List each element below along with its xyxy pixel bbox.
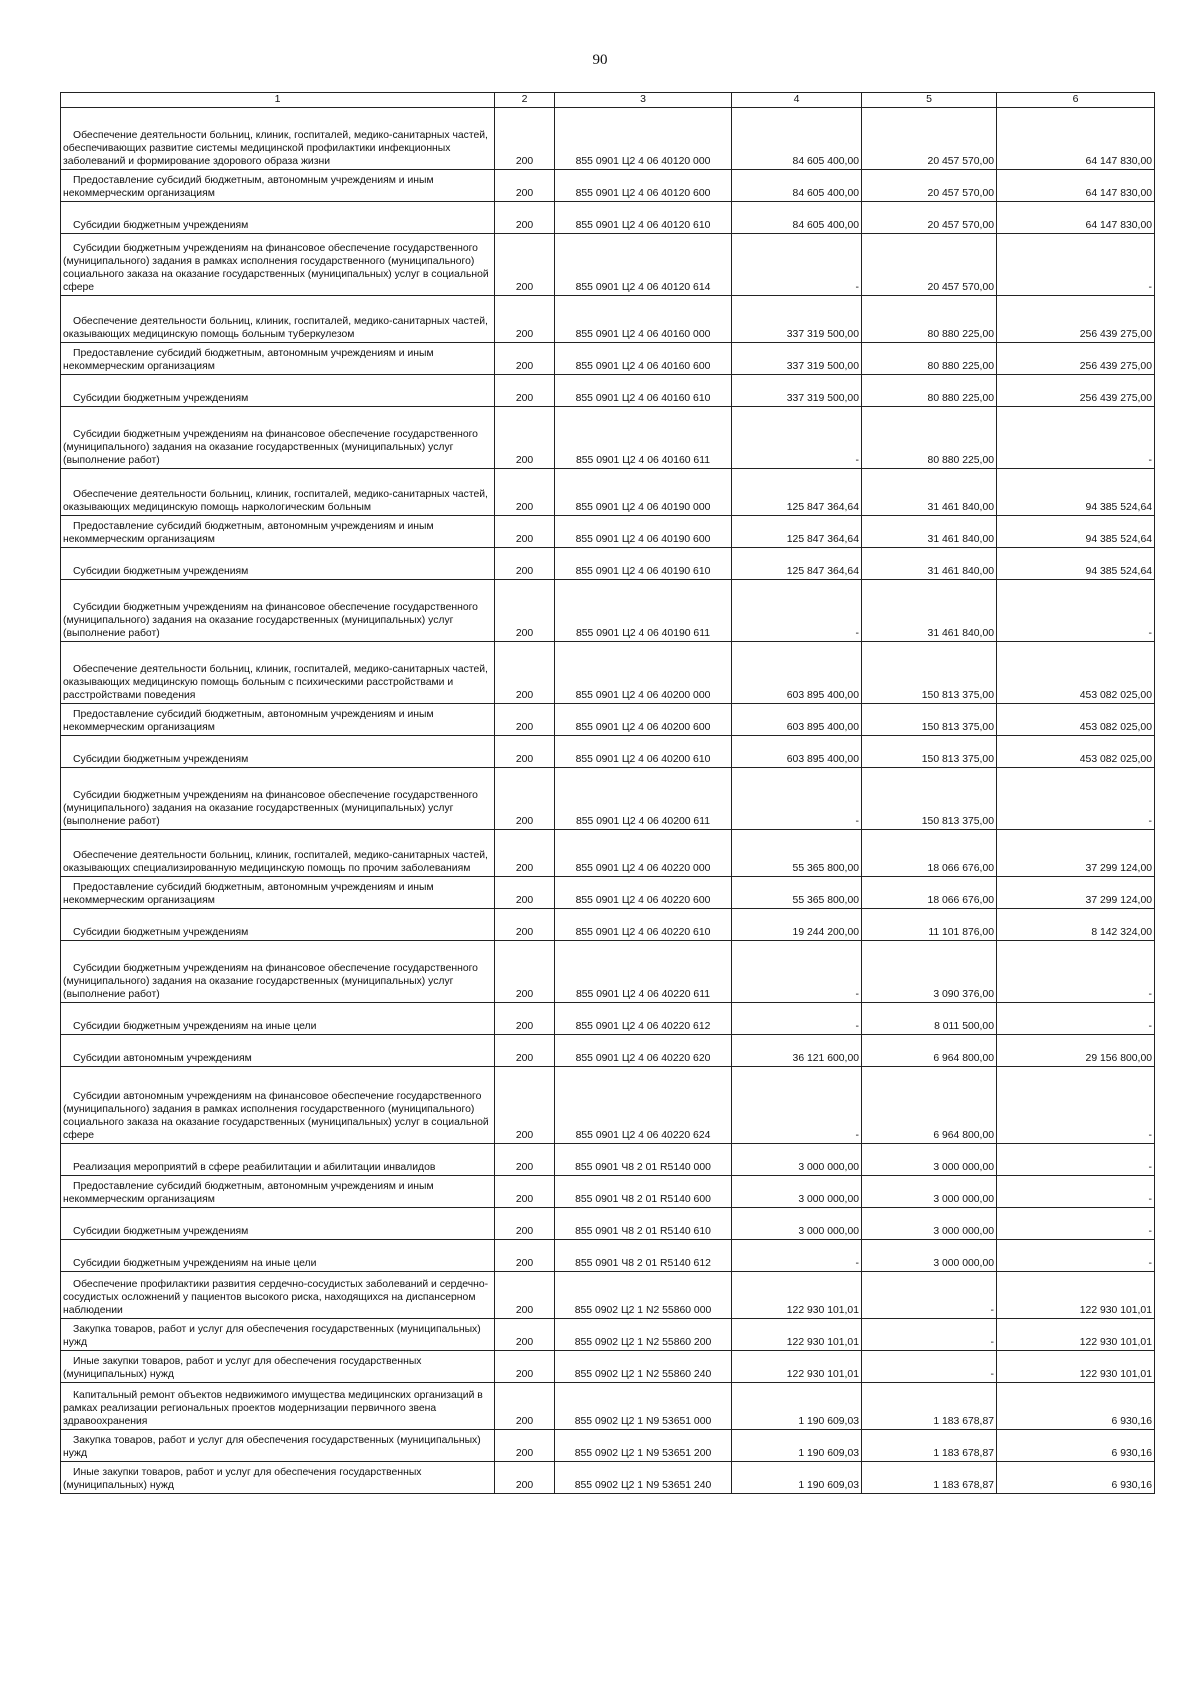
row-code-cell: 200 <box>495 407 555 469</box>
row-remaining-cell: 94 385 524,64 <box>997 469 1155 516</box>
row-kbk-cell: 855 0901 Ч8 2 01 R5140 612 <box>555 1240 732 1272</box>
row-code-cell: 200 <box>495 704 555 736</box>
row-remaining-cell: - <box>997 407 1155 469</box>
row-code-cell: 200 <box>495 580 555 642</box>
row-total-cell: - <box>732 407 862 469</box>
row-code-cell: 200 <box>495 1240 555 1272</box>
row-executed-cell: 1 183 678,87 <box>862 1430 997 1462</box>
row-total-cell: 125 847 364,64 <box>732 469 862 516</box>
table-row <box>61 1003 1155 1035</box>
row-name-cell <box>61 1035 495 1067</box>
row-executed-cell: 3 000 000,00 <box>862 1240 997 1272</box>
column-header: 5 <box>862 93 997 108</box>
row-remaining-cell: 256 439 275,00 <box>997 343 1155 375</box>
row-remaining-cell: 64 147 830,00 <box>997 202 1155 234</box>
table-row <box>61 469 1155 516</box>
column-number-row <box>61 93 1155 108</box>
row-kbk-cell: 855 0901 Ц2 4 06 40160 611 <box>555 407 732 469</box>
row-remaining-cell: - <box>997 941 1155 1003</box>
row-name-cell <box>61 407 495 469</box>
column-header: 2 <box>495 93 555 108</box>
row-total-cell: 36 121 600,00 <box>732 1035 862 1067</box>
row-name-text: Субсидии бюджетным учреждениям <box>73 566 249 577</box>
row-total-cell: 122 930 101,01 <box>732 1319 862 1351</box>
row-name-cell <box>61 1272 495 1319</box>
table-row <box>61 202 1155 234</box>
row-remaining-cell: 122 930 101,01 <box>997 1351 1155 1383</box>
table-row <box>61 1035 1155 1067</box>
row-kbk-cell: 855 0901 Ц2 4 06 40120 610 <box>555 202 732 234</box>
row-kbk-cell: 855 0901 Ц2 4 06 40200 000 <box>555 642 732 704</box>
row-name-cell <box>61 108 495 170</box>
row-total-cell: 55 365 800,00 <box>732 877 862 909</box>
row-remaining-cell: 6 930,16 <box>997 1430 1155 1462</box>
row-name-text: Субсидии бюджетным учреждениям на иные цели <box>73 1258 317 1269</box>
row-code-cell: 200 <box>495 877 555 909</box>
row-name-cell <box>61 516 495 548</box>
page-number: 90 <box>592 52 608 68</box>
row-kbk-cell: 855 0901 Ц2 4 06 40120 000 <box>555 108 732 170</box>
row-total-cell: - <box>732 1003 862 1035</box>
row-name-cell <box>61 909 495 941</box>
row-name-text: Субсидии бюджетным учреждениям на иные цели <box>73 1021 317 1032</box>
table-row <box>61 108 1155 170</box>
table-row <box>61 704 1155 736</box>
row-executed-cell: - <box>862 1351 997 1383</box>
row-kbk-cell: 855 0901 Ц2 4 06 40190 600 <box>555 516 732 548</box>
row-code-cell: 200 <box>495 202 555 234</box>
row-kbk-cell: 855 0901 Ц2 4 06 40190 610 <box>555 548 732 580</box>
row-executed-cell: 3 000 000,00 <box>862 1176 997 1208</box>
row-executed-cell: 18 066 676,00 <box>862 877 997 909</box>
row-remaining-cell: 64 147 830,00 <box>997 108 1155 170</box>
row-kbk-cell: 855 0902 Ц2 1 N9 53651 200 <box>555 1430 732 1462</box>
row-code-cell: 200 <box>495 642 555 704</box>
row-name-cell <box>61 1462 495 1494</box>
row-total-cell: 122 930 101,01 <box>732 1272 862 1319</box>
row-kbk-cell: 855 0901 Ц2 4 06 40190 000 <box>555 469 732 516</box>
row-total-cell: 1 190 609,03 <box>732 1430 862 1462</box>
row-code-cell: 200 <box>495 1208 555 1240</box>
row-remaining-cell: - <box>997 580 1155 642</box>
table-row <box>61 407 1155 469</box>
row-code-cell: 200 <box>495 296 555 343</box>
row-executed-cell: 20 457 570,00 <box>862 202 997 234</box>
row-name-text: Закупка товаров, работ и услуг для обеспечения государственных (муниципальных) нужд <box>63 1324 481 1348</box>
table-row <box>61 736 1155 768</box>
column-header: 3 <box>555 93 732 108</box>
row-name-cell <box>61 469 495 516</box>
row-executed-cell: 150 813 375,00 <box>862 642 997 704</box>
row-name-text: Субсидии бюджетным учреждениям <box>73 927 249 938</box>
row-total-cell: 125 847 364,64 <box>732 516 862 548</box>
row-remaining-cell: 256 439 275,00 <box>997 296 1155 343</box>
row-name-cell <box>61 1383 495 1430</box>
row-kbk-cell: 855 0902 Ц2 1 N9 53651 000 <box>555 1383 732 1430</box>
row-remaining-cell: 6 930,16 <box>997 1462 1155 1494</box>
table-row <box>61 516 1155 548</box>
row-name-text: Субсидии бюджетным учреждениям на финансовое обеспечение государственного (муниципального) задания на оказание государственных (муниципальных) услуг (выполнение работ) <box>63 602 478 639</box>
row-executed-cell: 1 183 678,87 <box>862 1383 997 1430</box>
row-code-cell: 200 <box>495 1003 555 1035</box>
row-kbk-cell: 855 0901 Ц2 4 06 40200 600 <box>555 704 732 736</box>
row-name-text: Обеспечение профилактики развития сердечно-сосудистых заболеваний и сердечно-сосудистых осложнений у пациентов высокого риска, находящихся на диспансерном наблюдении <box>63 1279 489 1316</box>
row-executed-cell: 150 813 375,00 <box>862 736 997 768</box>
row-kbk-cell: 855 0901 Ц2 4 06 40220 611 <box>555 941 732 1003</box>
row-name-text: Обеспечение деятельности больниц, клиник, госпиталей, медико-санитарных частей, оказывающих специализированную медицинскую помощь по прочим заболеваниям <box>63 850 488 874</box>
row-kbk-cell: 855 0901 Ц2 4 06 40220 620 <box>555 1035 732 1067</box>
row-name-cell <box>61 877 495 909</box>
row-executed-cell: 31 461 840,00 <box>862 516 997 548</box>
row-kbk-cell: 855 0901 Ц2 4 06 40120 600 <box>555 170 732 202</box>
row-name-text: Субсидии автономным учреждениям <box>73 1053 252 1064</box>
row-code-cell: 200 <box>495 1319 555 1351</box>
row-code-cell: 200 <box>495 375 555 407</box>
row-kbk-cell: 855 0901 Ч8 2 01 R5140 610 <box>555 1208 732 1240</box>
row-executed-cell: 3 000 000,00 <box>862 1208 997 1240</box>
row-remaining-cell: - <box>997 1067 1155 1144</box>
row-name-text: Субсидии бюджетным учреждениям <box>73 220 249 231</box>
row-name-cell <box>61 1144 495 1176</box>
budget-table-body <box>61 93 1155 1494</box>
row-remaining-cell: 256 439 275,00 <box>997 375 1155 407</box>
row-name-cell <box>61 1003 495 1035</box>
row-executed-cell: 6 964 800,00 <box>862 1067 997 1144</box>
row-code-cell: 200 <box>495 1035 555 1067</box>
row-code-cell: 200 <box>495 830 555 877</box>
row-total-cell: 1 190 609,03 <box>732 1383 862 1430</box>
row-total-cell: 55 365 800,00 <box>732 830 862 877</box>
table-row <box>61 234 1155 296</box>
column-header: 4 <box>732 93 862 108</box>
row-name-cell <box>61 1067 495 1144</box>
row-kbk-cell: 855 0901 Ц2 4 06 40160 600 <box>555 343 732 375</box>
row-remaining-cell: - <box>997 1240 1155 1272</box>
row-name-text: Обеспечение деятельности больниц, клиник, госпиталей, медико-санитарных частей, оказывающих медицинскую помощь больным с психическими расстройствами и расстройствами поведения <box>63 664 488 701</box>
row-name-cell <box>61 1430 495 1462</box>
row-executed-cell: 8 011 500,00 <box>862 1003 997 1035</box>
row-name-text: Обеспечение деятельности больниц, клиник, госпиталей, медико-санитарных частей, оказывающих медицинскую помощь наркологическим больным <box>63 489 488 513</box>
row-kbk-cell: 855 0902 Ц2 1 N2 55860 200 <box>555 1319 732 1351</box>
row-remaining-cell: 453 082 025,00 <box>997 642 1155 704</box>
table-row <box>61 1319 1155 1351</box>
table-row <box>61 1240 1155 1272</box>
budget-table <box>60 92 1155 1494</box>
row-executed-cell: - <box>862 1319 997 1351</box>
row-total-cell: 19 244 200,00 <box>732 909 862 941</box>
row-remaining-cell: - <box>997 768 1155 830</box>
row-kbk-cell: 855 0901 Ц2 4 06 40220 624 <box>555 1067 732 1144</box>
row-executed-cell: 3 090 376,00 <box>862 941 997 1003</box>
row-remaining-cell: - <box>997 1176 1155 1208</box>
row-name-text: Предоставление субсидий бюджетным, автономным учреждениям и иным некоммерческим организациям <box>63 521 434 545</box>
row-remaining-cell: - <box>997 1003 1155 1035</box>
table-row <box>61 580 1155 642</box>
row-kbk-cell: 855 0901 Ц2 4 06 40160 610 <box>555 375 732 407</box>
row-code-cell: 200 <box>495 1144 555 1176</box>
row-executed-cell: 80 880 225,00 <box>862 343 997 375</box>
row-code-cell: 200 <box>495 170 555 202</box>
row-executed-cell: 31 461 840,00 <box>862 469 997 516</box>
row-total-cell: 603 895 400,00 <box>732 736 862 768</box>
row-name-text: Капитальный ремонт объектов недвижимого имущества медицинских организаций в рамках реализации региональных проектов модернизации первичного звена здравоохранения <box>63 1390 483 1427</box>
row-total-cell: 125 847 364,64 <box>732 548 862 580</box>
column-header: 6 <box>997 93 1155 108</box>
row-code-cell: 200 <box>495 1272 555 1319</box>
row-total-cell: 603 895 400,00 <box>732 642 862 704</box>
table-row <box>61 1462 1155 1494</box>
row-remaining-cell: - <box>997 1144 1155 1176</box>
row-total-cell: 337 319 500,00 <box>732 375 862 407</box>
row-total-cell: - <box>732 580 862 642</box>
row-name-text: Обеспечение деятельности больниц, клиник, госпиталей, медико-санитарных частей, оказывающих медицинскую помощь больным туберкулезом <box>63 316 488 340</box>
row-remaining-cell: 37 299 124,00 <box>997 830 1155 877</box>
row-name-cell <box>61 580 495 642</box>
row-code-cell: 200 <box>495 768 555 830</box>
row-executed-cell: 80 880 225,00 <box>862 375 997 407</box>
row-total-cell: 3 000 000,00 <box>732 1208 862 1240</box>
table-row <box>61 1383 1155 1430</box>
row-kbk-cell: 855 0902 Ц2 1 N2 55860 000 <box>555 1272 732 1319</box>
table-row <box>61 642 1155 704</box>
row-name-cell <box>61 1319 495 1351</box>
row-remaining-cell: 6 930,16 <box>997 1383 1155 1430</box>
row-total-cell: - <box>732 768 862 830</box>
table-row <box>61 548 1155 580</box>
row-remaining-cell: 94 385 524,64 <box>997 516 1155 548</box>
row-total-cell: 84 605 400,00 <box>732 170 862 202</box>
row-kbk-cell: 855 0901 Ц2 4 06 40220 612 <box>555 1003 732 1035</box>
row-total-cell: - <box>732 234 862 296</box>
row-name-text: Предоставление субсидий бюджетным, автономным учреждениям и иным некоммерческим организациям <box>63 348 434 372</box>
table-row <box>61 1144 1155 1176</box>
row-code-cell: 200 <box>495 343 555 375</box>
table-row <box>61 877 1155 909</box>
table-row <box>61 768 1155 830</box>
row-name-cell <box>61 736 495 768</box>
row-name-cell <box>61 704 495 736</box>
row-kbk-cell: 855 0901 Ц2 4 06 40190 611 <box>555 580 732 642</box>
row-kbk-cell: 855 0901 Ч8 2 01 R5140 600 <box>555 1176 732 1208</box>
table-row <box>61 1272 1155 1319</box>
row-name-text: Реализация мероприятий в сфере реабилитации и абилитации инвалидов <box>73 1162 436 1173</box>
row-remaining-cell: 453 082 025,00 <box>997 704 1155 736</box>
row-kbk-cell: 855 0901 Ц2 4 06 40200 611 <box>555 768 732 830</box>
row-remaining-cell: 29 156 800,00 <box>997 1035 1155 1067</box>
row-name-cell <box>61 830 495 877</box>
row-remaining-cell: 122 930 101,01 <box>997 1272 1155 1319</box>
row-name-text: Предоставление субсидий бюджетным, автономным учреждениям и иным некоммерческим организациям <box>63 175 434 199</box>
row-remaining-cell: 37 299 124,00 <box>997 877 1155 909</box>
row-executed-cell: 150 813 375,00 <box>862 704 997 736</box>
row-remaining-cell: 453 082 025,00 <box>997 736 1155 768</box>
row-code-cell: 200 <box>495 909 555 941</box>
row-kbk-cell: 855 0901 Ц2 4 06 40220 600 <box>555 877 732 909</box>
row-name-text: Субсидии бюджетным учреждениям <box>73 393 249 404</box>
row-name-cell <box>61 1208 495 1240</box>
row-total-cell: 603 895 400,00 <box>732 704 862 736</box>
row-name-cell <box>61 375 495 407</box>
row-remaining-cell: 122 930 101,01 <box>997 1319 1155 1351</box>
row-kbk-cell: 855 0901 Ч8 2 01 R5140 000 <box>555 1144 732 1176</box>
table-row <box>61 909 1155 941</box>
table-row <box>61 1351 1155 1383</box>
row-kbk-cell: 855 0901 Ц2 4 06 40200 610 <box>555 736 732 768</box>
row-executed-cell: - <box>862 1272 997 1319</box>
row-code-cell: 200 <box>495 941 555 1003</box>
row-executed-cell: 150 813 375,00 <box>862 768 997 830</box>
row-name-text: Субсидии автономным учреждениям на финансовое обеспечение государственного (муниципального) задания в рамках исполнения государственного (муниципального) социального заказа на оказание государственных (муниципальных) услуг в социальной сфере <box>63 1091 489 1141</box>
row-executed-cell: 20 457 570,00 <box>862 234 997 296</box>
row-name-cell <box>61 296 495 343</box>
row-total-cell: 3 000 000,00 <box>732 1176 862 1208</box>
table-row <box>61 1067 1155 1144</box>
table-row <box>61 830 1155 877</box>
row-executed-cell: 80 880 225,00 <box>862 296 997 343</box>
row-name-text: Иные закупки товаров, работ и услуг для обеспечения государственных (муниципальных) нужд <box>63 1467 422 1491</box>
row-name-cell <box>61 202 495 234</box>
table-row <box>61 343 1155 375</box>
row-kbk-cell: 855 0901 Ц2 4 06 40220 000 <box>555 830 732 877</box>
row-total-cell: 84 605 400,00 <box>732 202 862 234</box>
row-executed-cell: 11 101 876,00 <box>862 909 997 941</box>
row-name-text: Предоставление субсидий бюджетным, автономным учреждениям и иным некоммерческим организациям <box>63 1181 434 1205</box>
row-name-cell <box>61 548 495 580</box>
row-total-cell: - <box>732 1067 862 1144</box>
row-name-text: Субсидии бюджетным учреждениям на финансовое обеспечение государственного (муниципального) задания на оказание государственных (муниципальных) услуг (выполнение работ) <box>63 963 478 1000</box>
row-name-text: Обеспечение деятельности больниц, клиник, госпиталей, медико-санитарных частей, обеспечивающих развитие системы медицинской профилактики инфекционных заболеваний и формирование здорового образа жизни <box>63 130 488 167</box>
row-kbk-cell: 855 0901 Ц2 4 06 40120 614 <box>555 234 732 296</box>
row-code-cell: 200 <box>495 516 555 548</box>
row-total-cell: 337 319 500,00 <box>732 343 862 375</box>
table-row <box>61 1430 1155 1462</box>
row-name-cell <box>61 234 495 296</box>
row-name-text: Субсидии бюджетным учреждениям на финансовое обеспечение государственного (муниципального) задания на оказание государственных (муниципальных) услуг (выполнение работ) <box>63 790 478 827</box>
row-executed-cell: 31 461 840,00 <box>862 548 997 580</box>
row-remaining-cell: - <box>997 234 1155 296</box>
row-name-cell <box>61 170 495 202</box>
row-name-text: Субсидии бюджетным учреждениям <box>73 1226 249 1237</box>
row-code-cell: 200 <box>495 1176 555 1208</box>
row-name-cell <box>61 343 495 375</box>
row-kbk-cell: 855 0902 Ц2 1 N9 53651 240 <box>555 1462 732 1494</box>
row-executed-cell: 31 461 840,00 <box>862 580 997 642</box>
row-name-text: Субсидии бюджетным учреждениям на финансовое обеспечение государственного (муниципального) задания в рамках исполнения государственного (муниципального) социального заказа на оказание государственных (муниципальных) услуг в социальной сфере <box>63 243 489 293</box>
row-name-text: Предоставление субсидий бюджетным, автономным учреждениям и иным некоммерческим организациям <box>63 882 434 906</box>
row-executed-cell: 20 457 570,00 <box>862 170 997 202</box>
row-executed-cell: 20 457 570,00 <box>862 108 997 170</box>
row-kbk-cell: 855 0901 Ц2 4 06 40220 610 <box>555 909 732 941</box>
row-total-cell: 84 605 400,00 <box>732 108 862 170</box>
row-total-cell: 3 000 000,00 <box>732 1144 862 1176</box>
row-name-text: Субсидии бюджетным учреждениям <box>73 754 249 765</box>
row-remaining-cell: - <box>997 1208 1155 1240</box>
row-code-cell: 200 <box>495 1462 555 1494</box>
row-code-cell: 200 <box>495 1383 555 1430</box>
table-row <box>61 296 1155 343</box>
row-total-cell: 1 190 609,03 <box>732 1462 862 1494</box>
row-name-cell <box>61 1240 495 1272</box>
column-header: 1 <box>61 93 495 108</box>
row-name-text: Предоставление субсидий бюджетным, автономным учреждениям и иным некоммерческим организациям <box>63 709 434 733</box>
row-total-cell: - <box>732 1240 862 1272</box>
row-code-cell: 200 <box>495 736 555 768</box>
row-name-cell <box>61 1176 495 1208</box>
row-name-cell <box>61 642 495 704</box>
row-executed-cell: 3 000 000,00 <box>862 1144 997 1176</box>
row-executed-cell: 18 066 676,00 <box>862 830 997 877</box>
row-code-cell: 200 <box>495 548 555 580</box>
row-executed-cell: 6 964 800,00 <box>862 1035 997 1067</box>
table-row <box>61 375 1155 407</box>
table-row <box>61 170 1155 202</box>
row-code-cell: 200 <box>495 1351 555 1383</box>
row-code-cell: 200 <box>495 1067 555 1144</box>
row-name-text: Иные закупки товаров, работ и услуг для обеспечения государственных (муниципальных) нужд <box>63 1356 422 1380</box>
row-executed-cell: 1 183 678,87 <box>862 1462 997 1494</box>
row-remaining-cell: 94 385 524,64 <box>997 548 1155 580</box>
row-remaining-cell: 64 147 830,00 <box>997 170 1155 202</box>
row-kbk-cell: 855 0901 Ц2 4 06 40160 000 <box>555 296 732 343</box>
row-total-cell: 122 930 101,01 <box>732 1351 862 1383</box>
row-name-cell <box>61 941 495 1003</box>
row-executed-cell: 80 880 225,00 <box>862 407 997 469</box>
row-code-cell: 200 <box>495 469 555 516</box>
row-code-cell: 200 <box>495 1430 555 1462</box>
row-name-cell <box>61 1351 495 1383</box>
row-code-cell: 200 <box>495 108 555 170</box>
row-name-cell <box>61 768 495 830</box>
row-remaining-cell: 8 142 324,00 <box>997 909 1155 941</box>
row-name-text: Субсидии бюджетным учреждениям на финансовое обеспечение государственного (муниципального) задания на оказание государственных (муниципальных) услуг (выполнение работ) <box>63 429 478 466</box>
table-row <box>61 1208 1155 1240</box>
table-row <box>61 1176 1155 1208</box>
table-row <box>61 941 1155 1003</box>
row-name-text: Закупка товаров, работ и услуг для обеспечения государственных (муниципальных) нужд <box>63 1435 481 1459</box>
row-kbk-cell: 855 0902 Ц2 1 N2 55860 240 <box>555 1351 732 1383</box>
row-code-cell: 200 <box>495 234 555 296</box>
row-total-cell: - <box>732 941 862 1003</box>
row-total-cell: 337 319 500,00 <box>732 296 862 343</box>
